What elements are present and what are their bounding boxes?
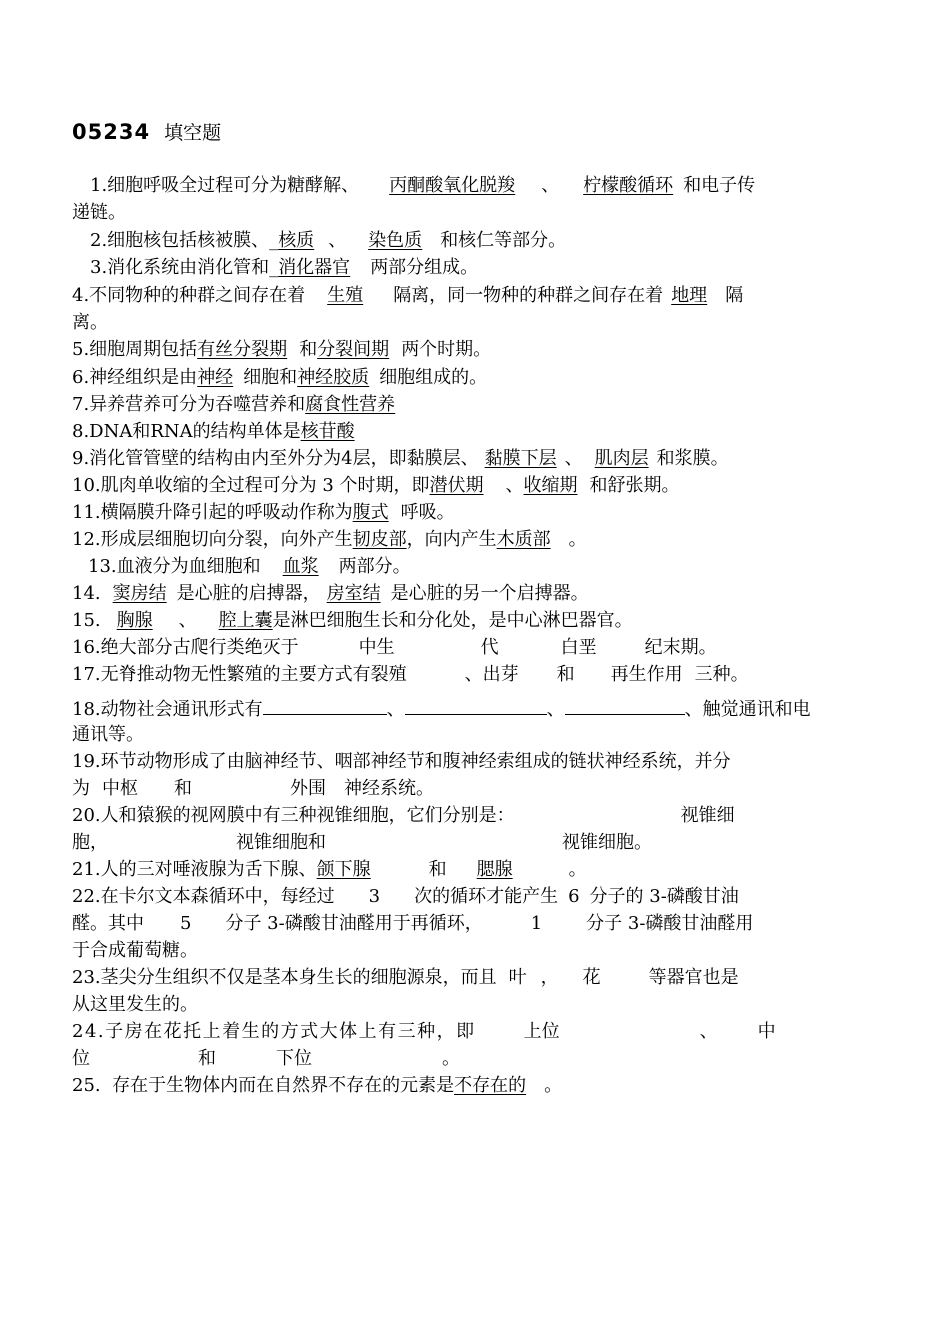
question-text: 等器官也是 bbox=[648, 967, 739, 988]
question-text: 分子 3-磷酸甘油醛用于再循环， bbox=[225, 913, 483, 934]
question-text: 离。 bbox=[72, 312, 108, 333]
question-text: 和 bbox=[556, 664, 575, 685]
question-11 bbox=[72, 499, 896, 526]
question-22 bbox=[72, 883, 896, 910]
question-text: 1.细胞呼吸全过程可分为糖酵解、 bbox=[90, 175, 360, 196]
question-text: 位 bbox=[72, 1048, 90, 1069]
question-text: 。 bbox=[568, 859, 587, 880]
question-text: 两部分组成。 bbox=[370, 257, 479, 278]
question-text: 、 bbox=[328, 230, 347, 251]
answer: 颌下腺 bbox=[316, 859, 371, 880]
answer: 生殖 bbox=[327, 285, 364, 306]
question-text: 、 bbox=[546, 699, 565, 720]
question-text: 神经系统。 bbox=[344, 778, 434, 799]
answer-blank bbox=[405, 694, 547, 715]
question-5 bbox=[72, 336, 896, 363]
answer: 下位 bbox=[276, 1048, 312, 1069]
question-text: 和舒张期。 bbox=[589, 475, 680, 496]
question-text: 16.绝大部分古爬行类绝灭于 bbox=[72, 637, 299, 658]
question-text: 从这里发生的。 bbox=[72, 994, 198, 1015]
answer: 花 bbox=[582, 967, 601, 988]
answer: 丙酮酸氧化脱羧 bbox=[389, 175, 516, 196]
question-text: 和 bbox=[198, 1048, 216, 1069]
question-4-cont bbox=[72, 309, 896, 336]
answer: 神经胶质 bbox=[297, 367, 370, 388]
answer: 中生 bbox=[358, 637, 395, 658]
answer: 肌肉层 bbox=[594, 448, 649, 469]
page-title bbox=[72, 118, 221, 145]
question-text: 12.形成层细胞切向分裂，向外产生 bbox=[72, 529, 353, 550]
question-10 bbox=[72, 472, 896, 499]
answer: 窦房结 bbox=[112, 583, 167, 604]
answer-blank bbox=[565, 694, 685, 715]
answer: 胸腺 bbox=[116, 610, 153, 631]
question-text: 、 bbox=[386, 699, 405, 720]
question-text: 22.在卡尔文本森循环中，每经过 bbox=[72, 886, 335, 907]
question-text: 。 bbox=[442, 1048, 460, 1069]
question-text: 胞， bbox=[72, 832, 108, 853]
answer: 白垩 bbox=[560, 637, 597, 658]
answer: 神经 bbox=[197, 367, 234, 388]
question-13 bbox=[88, 553, 912, 580]
question-text: 、 bbox=[505, 475, 524, 496]
question-24-cont bbox=[72, 1045, 896, 1072]
question-text: 呼吸。 bbox=[400, 502, 455, 523]
question-text: 和浆膜。 bbox=[656, 448, 729, 469]
question-text: 、 bbox=[564, 448, 583, 469]
question-text: 8.DNA和RNA的结构单体是 bbox=[72, 421, 301, 442]
question-text: 隔离，同一物种的种群之间存在着 bbox=[393, 285, 664, 306]
question-text: 7.异养营养可分为吞噬营养和 bbox=[72, 394, 306, 415]
question-text: 纪末期。 bbox=[644, 637, 717, 658]
answer: 中枢 bbox=[102, 778, 138, 799]
question-17 bbox=[72, 661, 896, 688]
answer: 收缩期 bbox=[523, 475, 578, 496]
answer: 叶 bbox=[508, 967, 527, 988]
title-label: 填空题 bbox=[164, 122, 222, 144]
question-text: 是心脏的启搏器， bbox=[176, 583, 321, 604]
question-text: 和 bbox=[174, 778, 192, 799]
question-text: 两部分。 bbox=[338, 556, 411, 577]
question-text: 分子的 3-磷酸甘油 bbox=[589, 886, 739, 907]
answer: 核苷酸 bbox=[300, 421, 355, 442]
question-text: 、 bbox=[178, 610, 197, 631]
question-text: 是淋巴细胞生长和分化处，是中心淋巴器官。 bbox=[272, 610, 633, 631]
question-text: 和 bbox=[428, 859, 447, 880]
question-text: 分子 3-磷酸甘油醛用 bbox=[586, 913, 754, 934]
question-text: 两个时期。 bbox=[401, 339, 492, 360]
question-14 bbox=[72, 580, 896, 607]
answer: 韧皮部 bbox=[352, 529, 407, 550]
answer: 上位 bbox=[523, 1021, 560, 1042]
question-text: 24.子房在花托上着生的方式大体上有三种，即 bbox=[72, 1021, 476, 1042]
question-text: 10.肌肉单收缩的全过程可分为 3 个时期，即 bbox=[72, 475, 430, 496]
question-text: 5.细胞周期包括 bbox=[72, 339, 198, 360]
answer: 核质 bbox=[278, 230, 315, 251]
question-text: 17.无脊推动物无性繁殖的主要方式有裂殖 bbox=[72, 664, 407, 685]
question-21 bbox=[72, 856, 896, 883]
question-2 bbox=[90, 227, 914, 254]
answer: 外围 bbox=[290, 778, 326, 799]
question-text: 是心脏的另一个启搏器。 bbox=[390, 583, 589, 604]
question-8 bbox=[72, 418, 896, 445]
answer: 房室结 bbox=[326, 583, 381, 604]
question-22-cont bbox=[72, 910, 896, 937]
question-text: 和 bbox=[299, 339, 318, 360]
question-text: 25. 存在于生物体内而在自然界不存在的元素是 bbox=[72, 1075, 455, 1096]
answer: 分裂间期 bbox=[317, 339, 390, 360]
question-text: 4.不同物种的种群之间存在着 bbox=[72, 285, 306, 306]
question-text: 9.消化管管壁的结构由内至外分为4层，即黏膜层、 bbox=[72, 448, 479, 469]
question-text: 15. bbox=[72, 610, 101, 631]
question-text: 次的循环才能产生 bbox=[414, 886, 559, 907]
answer: 血浆 bbox=[282, 556, 319, 577]
question-text: 于合成葡萄糖。 bbox=[72, 940, 198, 961]
question-text: 18.动物社会通讯形式有 bbox=[72, 699, 263, 720]
question-15 bbox=[72, 607, 896, 634]
answer: 1 bbox=[530, 913, 543, 934]
question-6 bbox=[72, 364, 896, 391]
question-text: 细胞和 bbox=[243, 367, 298, 388]
question-text: 和核仁等部分。 bbox=[440, 230, 567, 251]
question-text: ，向内产生 bbox=[406, 529, 497, 550]
question-text: 通讯等。 bbox=[72, 724, 144, 745]
question-text: 、 bbox=[541, 175, 560, 196]
answer: 腐食性营养 bbox=[305, 394, 396, 415]
question-18-cont bbox=[72, 721, 896, 748]
question-23 bbox=[72, 964, 896, 991]
question-4 bbox=[72, 282, 896, 309]
question-text: 醛。其中 bbox=[72, 913, 144, 934]
question-7 bbox=[72, 391, 896, 418]
question-3 bbox=[90, 254, 914, 281]
title-code: 05234 bbox=[72, 120, 151, 144]
question-16 bbox=[72, 634, 896, 661]
answer: 3 bbox=[368, 886, 381, 907]
question-text: 14. bbox=[72, 583, 101, 604]
question-19-cont bbox=[72, 775, 896, 802]
question-1-cont bbox=[72, 199, 896, 226]
question-text: 细胞组成的。 bbox=[379, 367, 488, 388]
answer: 地理 bbox=[671, 285, 708, 306]
answer: 腔上囊 bbox=[218, 610, 273, 631]
answer: 消化器官 bbox=[278, 257, 351, 278]
question-1 bbox=[90, 172, 914, 199]
question-text: 21.人的三对唾液腺为舌下腺、 bbox=[72, 859, 317, 880]
question-text: 19.环节动物形成了由脑神经节、咽部神经节和腹神经索组成的链状神经系统，并分 bbox=[72, 751, 731, 772]
question-text: 视锥细 bbox=[680, 805, 735, 826]
question-text: 代 bbox=[480, 637, 499, 658]
answer: 黏膜下层 bbox=[484, 448, 557, 469]
question-text: 递链。 bbox=[72, 202, 126, 223]
question-text: 三种。 bbox=[694, 664, 749, 685]
answer: 中 bbox=[757, 1021, 776, 1042]
answer: 木质部 bbox=[496, 529, 551, 550]
question-text: 。 bbox=[568, 529, 587, 550]
answer: 5 bbox=[180, 913, 192, 934]
question-20 bbox=[72, 802, 896, 829]
answer: 腹式 bbox=[352, 502, 389, 523]
question-text: 视锥细胞。 bbox=[562, 832, 652, 853]
answer: 6 bbox=[568, 886, 580, 907]
question-text: 再生作用 bbox=[610, 664, 683, 685]
question-text: 、 bbox=[699, 1021, 718, 1042]
question-25 bbox=[72, 1072, 896, 1099]
question-12 bbox=[72, 526, 896, 553]
question-text: 6.神经组织是由 bbox=[72, 367, 198, 388]
question-9 bbox=[72, 445, 896, 472]
answer: 有丝分裂期 bbox=[197, 339, 288, 360]
question-text: 、出芽 bbox=[464, 664, 519, 685]
question-19 bbox=[72, 748, 896, 775]
answer: 柠檬酸循环 bbox=[583, 175, 674, 196]
answer: 腮腺 bbox=[476, 859, 513, 880]
question-text: 。 bbox=[544, 1075, 563, 1096]
question-text: 3.消化系统由消化管和_ bbox=[90, 257, 279, 278]
question-text: ， bbox=[540, 967, 559, 988]
question-text: 、触觉通讯和电 bbox=[684, 699, 811, 720]
question-23-cont bbox=[72, 991, 896, 1018]
question-text: 13.血液分为血细胞和 bbox=[88, 556, 261, 577]
answer: 染色质 bbox=[368, 230, 423, 251]
question-text: 2.细胞核包括核被膜、_ bbox=[90, 230, 279, 251]
question-text: 隔 bbox=[725, 285, 744, 306]
question-text: 视锥细胞和 bbox=[236, 832, 326, 853]
answer-blank bbox=[263, 694, 387, 715]
question-text: 和电子传 bbox=[683, 175, 756, 196]
question-text: 20.人和猿猴的视网膜中有三种视锥细胞，它们分别是： bbox=[72, 805, 515, 826]
question-text: 为 bbox=[72, 778, 90, 799]
answer: 不存在的 bbox=[454, 1075, 527, 1096]
question-20-cont bbox=[72, 829, 896, 856]
question-22-cont2 bbox=[72, 937, 896, 964]
question-18 bbox=[72, 694, 896, 723]
answer: 潜伏期 bbox=[429, 475, 484, 496]
question-24 bbox=[72, 1018, 896, 1045]
question-text: 11.横隔膜升降引起的呼吸动作称为 bbox=[72, 502, 353, 523]
question-text: 23.茎尖分生组织不仅是茎本身生长的细胞源泉，而且 bbox=[72, 967, 497, 988]
